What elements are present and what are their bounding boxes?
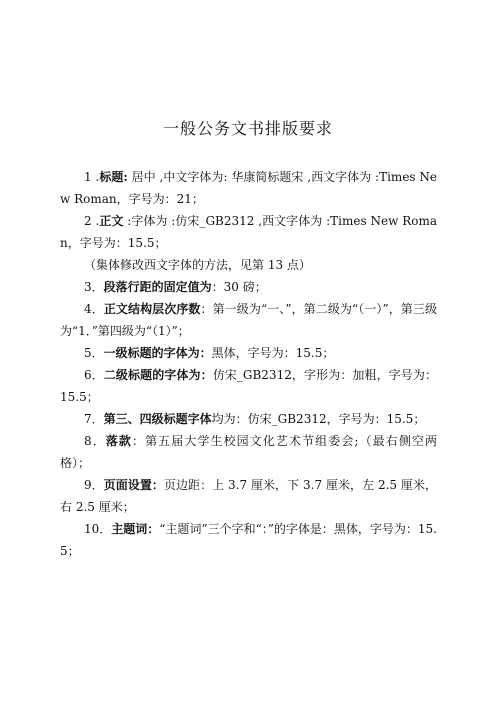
item-text: ：第五届大学生校园文化艺术节组委会;（最右侧空两格）；	[60, 434, 437, 470]
item-number: 10．	[84, 522, 112, 536]
document-title: 一般公务文书排版要求	[162, 119, 333, 138]
list-item	[60, 430, 437, 474]
item-text: 均为：仿宋_GB2312，字号为：15.5；	[211, 412, 426, 426]
item-text: （集体修改西文字体的方法，见第 13 点）	[84, 258, 311, 272]
item-heading: 页面设置：	[103, 478, 164, 492]
item-heading: 一级标题的字体为：	[103, 346, 212, 360]
list-item	[60, 254, 437, 276]
item-number: 3．	[84, 280, 104, 294]
item-number: 9．	[84, 478, 104, 492]
item-text: 居中 ,中文字体为: 华康简标题宋 ,西文字体为 :Times New Roman，字号为：21；	[60, 170, 438, 206]
item-text: 黑体，字号为：15.5；	[211, 346, 335, 360]
item-heading: 正文结构层次序数	[103, 302, 201, 316]
item-heading: 二级标题的字体为：	[103, 368, 213, 382]
list-item	[60, 364, 437, 408]
list-item	[60, 518, 437, 562]
item-text: “主题词”三个字和“：”的字体是：黑体，字号为：15.5；	[60, 522, 437, 558]
item-heading: 标题:	[99, 170, 128, 184]
list-item	[60, 342, 437, 364]
item-text: ：30 磅；	[211, 280, 267, 294]
item-text: 页边距：上 3.7 厘米，下 3.7 厘米，左 2.5 厘米，右 2.5 厘米；	[60, 478, 437, 514]
list-item	[60, 298, 437, 342]
document-body	[60, 166, 437, 562]
list-item	[60, 474, 437, 518]
list-item	[60, 276, 437, 298]
item-number: 2 .	[84, 214, 100, 228]
list-item	[60, 210, 437, 254]
item-heading: 落款	[105, 434, 132, 448]
item-heading: 正文	[99, 214, 124, 228]
item-number: 6．	[84, 368, 104, 382]
item-text: 仿宋_GB2312，字形为：加粗，字号为：15.5；	[60, 368, 437, 404]
list-item	[60, 408, 437, 430]
item-number: 4．	[84, 302, 104, 316]
item-heading: 段落行距的固定值为	[103, 280, 212, 294]
item-text: ：第一级为“一、”，第二级为“（一）”，第三级为“1．”第四级为“（1）”；	[60, 302, 437, 338]
item-number: 5．	[84, 346, 104, 360]
item-number: 7．	[84, 412, 104, 426]
list-item	[60, 166, 437, 210]
item-number: 8．	[84, 434, 106, 448]
item-heading: 第三、四级标题字体	[103, 412, 212, 426]
item-text: :字体为 :仿宋_GB2312 ,西文字体为 :Times New Roman，字号为：15.5；	[60, 214, 438, 250]
item-number: 1 .	[84, 170, 100, 184]
item-heading: 主题词：	[111, 522, 160, 536]
